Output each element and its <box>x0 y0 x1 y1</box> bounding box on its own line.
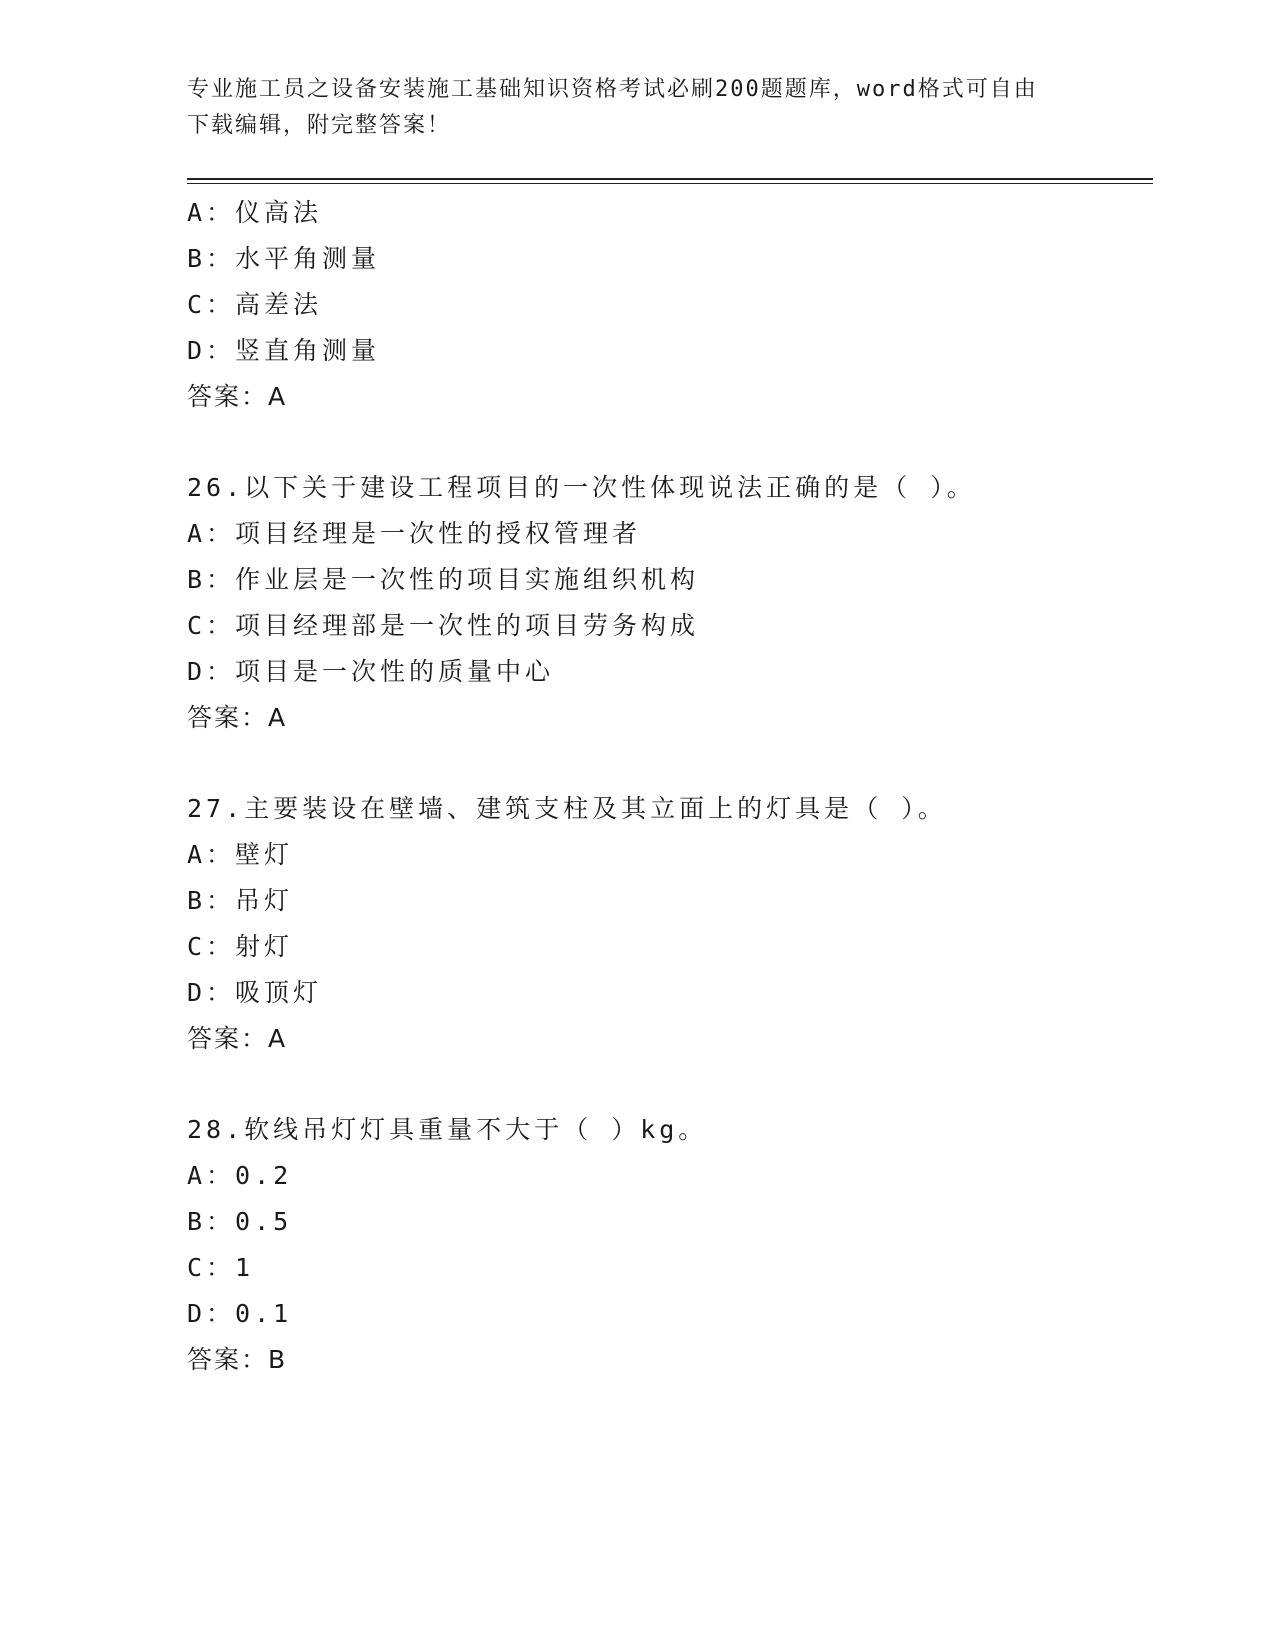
option-a: A：仪高法 <box>187 198 323 227</box>
option-c: C：高差法 <box>187 290 323 319</box>
option-c: C：射灯 <box>187 932 294 961</box>
header-divider-thick <box>187 178 1153 180</box>
question-stem: 28.软线吊灯灯具重量不大于（ ）kg。 <box>187 1115 708 1144</box>
option-d: D：0.1 <box>187 1299 293 1328</box>
question-stem: 27.主要装设在壁墙、建筑支柱及其立面上的灯具是（ ）。 <box>187 794 947 823</box>
question-block-27 <box>187 786 1153 1062</box>
option-d: D：吸顶灯 <box>187 978 323 1007</box>
question-stem: 26.以下关于建设工程项目的一次性体现说法正确的是（ ）。 <box>187 473 976 502</box>
spacer <box>187 741 1153 786</box>
answer-line: 答案：A <box>187 703 288 732</box>
header-divider-thin <box>187 183 1153 184</box>
option-d: D：竖直角测量 <box>187 336 381 365</box>
option-b: B：作业层是一次性的项目实施组织机构 <box>187 565 700 594</box>
question-list <box>187 190 1153 1383</box>
option-b: B：吊灯 <box>187 886 294 915</box>
question-block-25 <box>187 190 1153 420</box>
question-block-26 <box>187 465 1153 741</box>
option-a: A：壁灯 <box>187 840 294 869</box>
question-block-28 <box>187 1107 1153 1383</box>
answer-line: 答案：B <box>187 1345 288 1374</box>
option-a: A：0.2 <box>187 1161 293 1190</box>
option-d: D：项目是一次性的质量中心 <box>187 657 555 686</box>
option-c: C：1 <box>187 1253 255 1282</box>
option-b: B：0.5 <box>187 1207 293 1236</box>
header-line-1: 专业施工员之设备安装施工基础知识资格考试必刷200题题库，word格式可自由 <box>187 77 1038 102</box>
spacer <box>187 420 1153 465</box>
spacer <box>187 1062 1153 1107</box>
document-header <box>187 72 1087 144</box>
answer-line: 答案：A <box>187 1024 288 1053</box>
option-a: A：项目经理是一次性的授权管理者 <box>187 519 642 548</box>
answer-line: 答案：A <box>187 382 288 411</box>
option-b: B：水平角测量 <box>187 244 381 273</box>
option-c: C：项目经理部是一次性的项目劳务构成 <box>187 611 700 640</box>
header-line-2: 下载编辑，附完整答案！ <box>187 113 452 138</box>
